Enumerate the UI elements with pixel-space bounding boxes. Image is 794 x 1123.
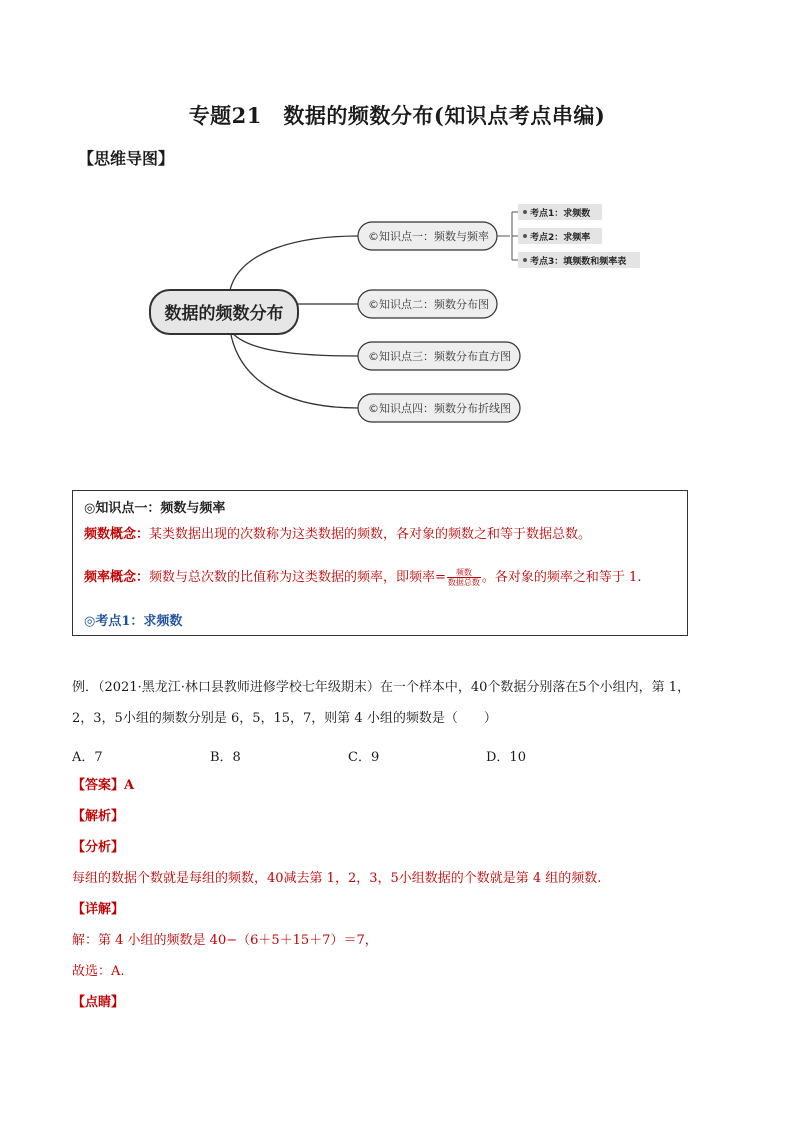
mindmap-node-4-label: ©知识点四：频数分布折线图 (368, 402, 511, 415)
freq-rate-definition (84, 566, 641, 587)
mindmap-root-label: 数据的频数分布 (164, 304, 284, 324)
tag-2-bullet-icon (523, 234, 527, 238)
frequency-fraction (447, 568, 481, 587)
detail-line-2: 故选：A. (72, 964, 125, 979)
mindmap-header: 【思维导图】 (78, 149, 175, 168)
knowledge-heading: ◎知识点一：频数与频率 (84, 501, 226, 516)
exam-point-1: ◎考点1：求频数 (84, 614, 183, 629)
page-title: 专题21 数据的频数分布(知识点考点串编) (188, 103, 606, 128)
detail-heading: 【详解】 (72, 902, 125, 917)
mindmap-node-2-label: ©知识点二：频数分布图 (368, 298, 489, 311)
tag-2-label: 考点2：求频率 (530, 233, 591, 243)
freq-count-label: 频数概念： (84, 527, 150, 542)
option-a: A．7 (72, 750, 103, 765)
question-line-1: 例．（2021·黑龙江·林口县教师进修学校七年级期末）在一个样本中，40个数据分别落在5个小组内，第 1， (72, 680, 691, 695)
mindmap-node-3-label: ©知识点三：频数分布直方图 (368, 350, 511, 363)
tag-3-label: 考点3：填频数和频率表 (530, 257, 627, 267)
tag-1-bullet-icon (523, 210, 527, 214)
connector-node-1 (230, 236, 358, 290)
detail-line-1: 解：第 4 小组的频数是 40−（6＋5＋15＋7）＝7， (72, 933, 378, 948)
option-c: C．9 (348, 750, 380, 765)
fenxi-text: 每组的数据个数就是每组的频数，40减去第 1，2，3，5小组数据的个数就是第 4 组的频数. (72, 871, 602, 886)
tag-3-bullet-icon (523, 258, 527, 262)
freq-count-text: 某类数据出现的次数称为这类数据的频数，各对象的频数之和等于数据总数。 (149, 527, 592, 542)
fenxi-heading: 【分析】 (72, 840, 125, 855)
option-d: D．10 (486, 750, 526, 765)
tag-bracket (497, 212, 518, 260)
mindmap-diagram (0, 190, 794, 430)
analysis-heading: 【解析】 (72, 809, 125, 824)
question-line-2: 2，3，5小组的频数分别是 6，5，15，7，则第 4 小组的频数是（ ） (72, 711, 497, 726)
connector-node-4 (230, 330, 358, 408)
fraction-numerator: 频数 (447, 568, 481, 578)
freq-rate-label: 频率概念： (84, 570, 150, 585)
fraction-denominator: 数据总数 (447, 578, 480, 587)
mindmap-node-1-label: ©知识点一：频数与频率 (368, 230, 489, 243)
answer: 【答案】A (72, 778, 135, 793)
freq-rate-text-after: 。各对象的频率之和等于 1. (481, 570, 642, 585)
freq-rate-text-before: 频数与总次数的比值称为这类数据的频率，即频率= (149, 570, 446, 585)
dianjing-heading: 【点睛】 (72, 995, 125, 1010)
tag-1-label: 考点1：求频数 (530, 209, 591, 219)
option-b: B．8 (210, 750, 241, 765)
freq-count-definition (84, 523, 591, 542)
